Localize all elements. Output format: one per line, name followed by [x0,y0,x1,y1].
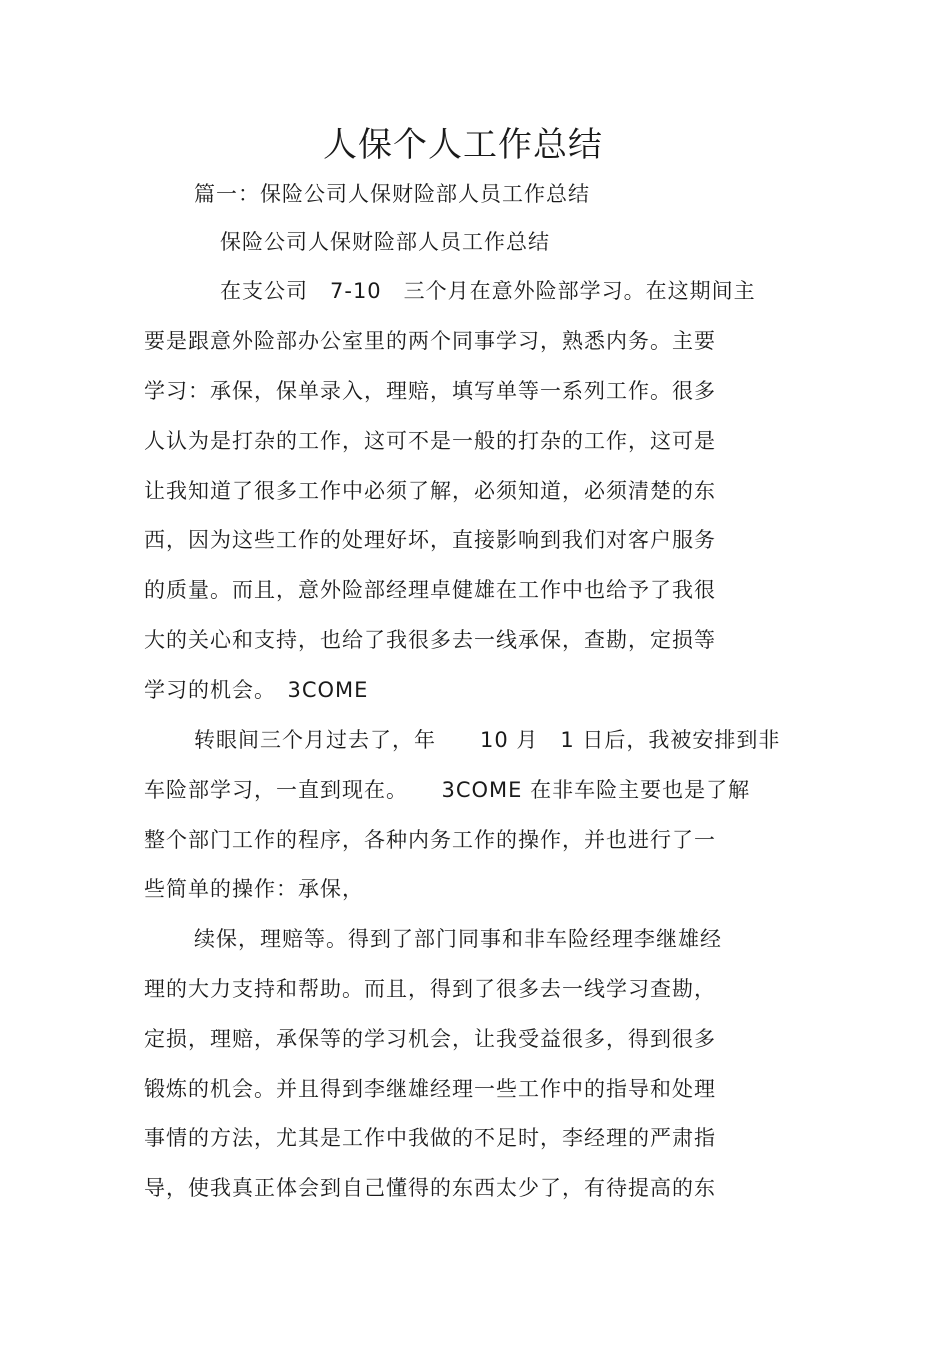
document-title: 人保个人工作总结 [323,125,603,165]
paragraph-line: 转眼间三个月过去了，年 10 月 1 日后，我被安排到非 [194,728,781,752]
paragraph-line: 事情的方法，尤其是工作中我做的不足时，李经理的严肃指 [144,1126,716,1150]
paragraph-line: 让我知道了很多工作中必须了解，必须知道，必须清楚的东 [144,479,716,503]
paragraph-line: 西，因为这些工作的处理好坏，直接影响到我们对客户服务 [144,528,716,552]
paragraph-line: 续保，理赔等。得到了部门同事和非车险经理李继雄经 [194,927,722,951]
paragraph-line: 锻炼的机会。并且得到李继雄经理一些工作中的指导和处理 [144,1077,716,1101]
paragraph-line: 要是跟意外险部办公室里的两个同事学习，熟悉内务。主要 [144,329,716,353]
paragraph-line: 车险部学习，一直到现在。 3COME 在非车险主要也是了解 [144,778,751,802]
subheading: 保险公司人保财险部人员工作总结 [220,230,550,254]
section-heading: 篇一：保险公司人保财险部人员工作总结 [194,182,590,206]
paragraph-line: 些简单的操作：承保， [144,877,364,901]
paragraph-line: 导，使我真正体会到自己懂得的东西太少了，有待提高的东 [144,1176,716,1200]
paragraph-line: 整个部门工作的程序，各种内务工作的操作，并也进行了一 [144,828,716,852]
paragraph-line: 人认为是打杂的工作，这可不是一般的打杂的工作，这可是 [144,429,716,453]
paragraph-line: 学习：承保，保单录入，理赔，填写单等一系列工作。很多 [144,379,716,403]
paragraph-line: 定损，理赔，承保等的学习机会，让我受益很多，得到很多 [144,1027,716,1051]
paragraph-line: 学习的机会。 3COME [144,678,369,702]
paragraph-line: 大的关心和支持，也给了我很多去一线承保，查勘，定损等 [144,628,716,652]
paragraph-line: 的质量。而且，意外险部经理卓健雄在工作中也给予了我很 [144,578,716,602]
paragraph-line: 在支公司 7-10 三个月在意外险部学习。在这期间主 [220,279,756,303]
paragraph-line: 理的大力支持和帮助。而且，得到了很多去一线学习查勘， [144,977,716,1001]
